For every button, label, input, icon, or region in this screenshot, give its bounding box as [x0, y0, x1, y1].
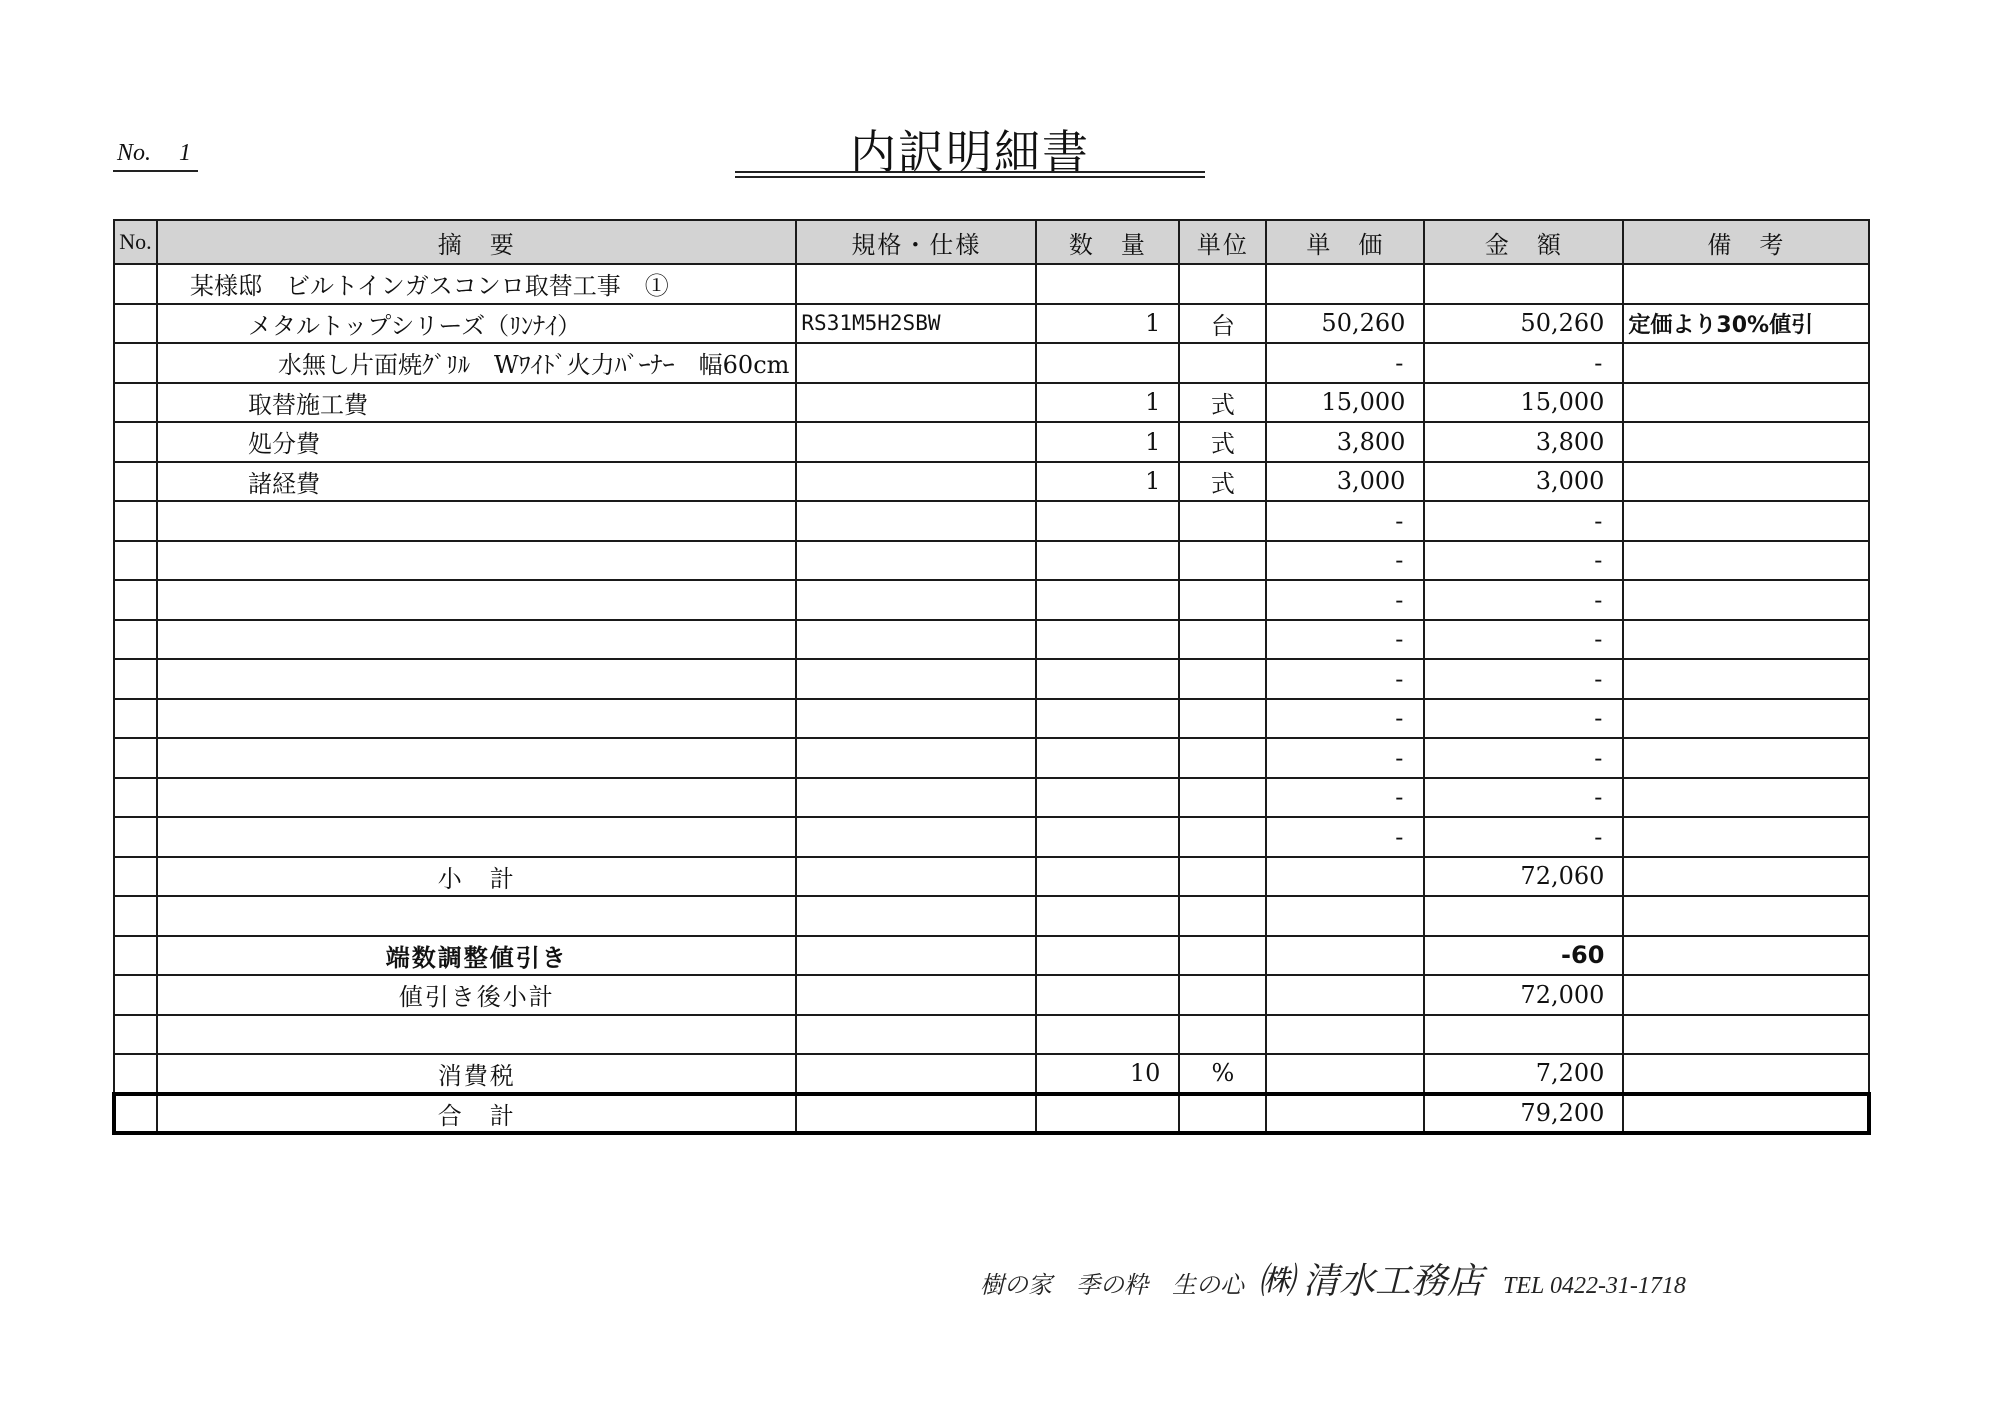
cell-quantity	[1036, 541, 1179, 581]
cell-unit	[1179, 857, 1266, 897]
header-specification: 規格・仕様	[796, 220, 1036, 264]
cell-amount: -	[1424, 541, 1623, 581]
header-unit-price: 単 価	[1266, 220, 1424, 264]
cell-quantity	[1036, 264, 1179, 304]
cell-amount: -	[1424, 501, 1623, 541]
cell-amount: 72,060	[1424, 857, 1623, 897]
cell-no	[114, 422, 157, 462]
cell-description	[157, 699, 796, 739]
cell-unit	[1179, 817, 1266, 857]
cell-unit-price: 50,260	[1266, 304, 1424, 344]
cell-no	[114, 896, 157, 936]
cell-specification	[796, 778, 1036, 818]
cell-quantity: 1	[1036, 462, 1179, 502]
summary-row	[114, 857, 1869, 897]
cell-quantity	[1036, 936, 1179, 976]
document-number-label: No.	[117, 140, 152, 166]
total-row	[114, 1094, 1869, 1134]
cell-no	[114, 462, 157, 502]
cell-description: 値引き後小計	[157, 975, 796, 1015]
cell-amount: 3,800	[1424, 422, 1623, 462]
cell-description: 諸経費	[157, 462, 796, 502]
cell-unit	[1179, 620, 1266, 660]
cell-no	[114, 620, 157, 660]
cell-remarks	[1623, 699, 1869, 739]
table-row	[114, 778, 1869, 818]
cell-remarks	[1623, 580, 1869, 620]
cell-unit-price: -	[1266, 620, 1424, 660]
cell-unit	[1179, 501, 1266, 541]
cell-description: 消費税	[157, 1054, 796, 1094]
cell-unit	[1179, 778, 1266, 818]
cell-description: 某様邸 ビルトインガスコンロ取替工事 ①	[157, 264, 796, 304]
cell-remarks	[1623, 264, 1869, 304]
cell-unit-price	[1266, 936, 1424, 976]
company-phone: TEL 0422-31-1718	[1503, 1273, 1686, 1299]
cell-unit-price	[1266, 857, 1424, 897]
cell-remarks	[1623, 936, 1869, 976]
cell-no	[114, 857, 157, 897]
table-row	[114, 422, 1869, 462]
cell-description: 合 計	[157, 1094, 796, 1134]
cell-unit	[1179, 343, 1266, 383]
itemized-statement-table	[112, 219, 1871, 1135]
cell-description	[157, 1015, 796, 1055]
cell-specification	[796, 1094, 1036, 1134]
cell-amount: -60	[1424, 936, 1623, 976]
cell-remarks	[1623, 422, 1869, 462]
cell-quantity	[1036, 699, 1179, 739]
cell-unit-price	[1266, 896, 1424, 936]
cell-unit: 式	[1179, 462, 1266, 502]
cell-quantity	[1036, 343, 1179, 383]
cell-unit	[1179, 1015, 1266, 1055]
cell-remarks	[1623, 778, 1869, 818]
cell-unit: 式	[1179, 422, 1266, 462]
cell-description: 取替施工費	[157, 383, 796, 423]
table-row	[114, 343, 1869, 383]
cell-no	[114, 264, 157, 304]
cell-specification	[796, 817, 1036, 857]
header-unit: 単位	[1179, 220, 1266, 264]
cell-no	[114, 1015, 157, 1055]
cell-amount: -	[1424, 817, 1623, 857]
cell-no	[114, 1094, 157, 1134]
cell-quantity	[1036, 778, 1179, 818]
cell-unit	[1179, 975, 1266, 1015]
cell-quantity	[1036, 738, 1179, 778]
cell-no	[114, 343, 157, 383]
cell-unit	[1179, 896, 1266, 936]
summary-row	[114, 896, 1869, 936]
cell-amount: -	[1424, 659, 1623, 699]
cell-unit-price	[1266, 1054, 1424, 1094]
cell-description	[157, 778, 796, 818]
cell-specification	[796, 383, 1036, 423]
cell-description: 処分費	[157, 422, 796, 462]
cell-specification: RS31M5H2SBW	[796, 304, 1036, 344]
cell-description	[157, 817, 796, 857]
cell-description	[157, 580, 796, 620]
cell-unit	[1179, 1094, 1266, 1134]
cell-quantity	[1036, 975, 1179, 1015]
cell-unit-price: -	[1266, 738, 1424, 778]
cell-quantity	[1036, 896, 1179, 936]
cell-quantity	[1036, 857, 1179, 897]
cell-remarks	[1623, 1094, 1869, 1134]
cell-unit-price: 3,800	[1266, 422, 1424, 462]
cell-no	[114, 778, 157, 818]
cell-unit-price: -	[1266, 541, 1424, 581]
header-description: 摘 要	[157, 220, 796, 264]
cell-unit-price	[1266, 1094, 1424, 1134]
table-header-row	[114, 220, 1869, 264]
cell-unit	[1179, 264, 1266, 304]
cell-unit-price: -	[1266, 343, 1424, 383]
cell-description: 端数調整値引き	[157, 936, 796, 976]
cell-unit	[1179, 699, 1266, 739]
cell-specification	[796, 896, 1036, 936]
cell-specification	[796, 620, 1036, 660]
header-remarks: 備 考	[1623, 220, 1869, 264]
cell-description	[157, 541, 796, 581]
cell-no	[114, 541, 157, 581]
cell-no	[114, 975, 157, 1015]
cell-remarks	[1623, 896, 1869, 936]
cell-no	[114, 699, 157, 739]
cell-remarks	[1623, 383, 1869, 423]
table-row	[114, 304, 1869, 344]
cell-unit	[1179, 580, 1266, 620]
header-quantity: 数 量	[1036, 220, 1179, 264]
document-number	[113, 138, 198, 172]
cell-specification	[796, 738, 1036, 778]
summary-row	[114, 1054, 1869, 1094]
cell-amount	[1424, 1015, 1623, 1055]
cell-remarks	[1623, 1054, 1869, 1094]
cell-remarks	[1623, 817, 1869, 857]
cell-amount: 3,000	[1424, 462, 1623, 502]
cell-amount: -	[1424, 699, 1623, 739]
cell-specification	[796, 501, 1036, 541]
cell-amount: -	[1424, 778, 1623, 818]
header-amount: 金 額	[1424, 220, 1623, 264]
table-row	[114, 580, 1869, 620]
summary-row	[114, 936, 1869, 976]
cell-unit	[1179, 659, 1266, 699]
company-name: ㈱ 清水工務店	[1258, 1261, 1484, 1301]
cell-amount: 50,260	[1424, 304, 1623, 344]
cell-description	[157, 659, 796, 699]
cell-description: 水無し片面焼ｸﾞﾘﾙ Wﾜｲﾄﾞ火力ﾊﾞｰﾅｰ 幅60cm	[157, 343, 796, 383]
cell-amount: 79,200	[1424, 1094, 1623, 1134]
cell-unit	[1179, 738, 1266, 778]
cell-no	[114, 738, 157, 778]
cell-unit-price: -	[1266, 580, 1424, 620]
company-motto: 樹の家 季の粋 生の心	[980, 1273, 1244, 1299]
table-row	[114, 659, 1869, 699]
summary-row	[114, 975, 1869, 1015]
table-row	[114, 817, 1869, 857]
cell-amount: 72,000	[1424, 975, 1623, 1015]
document-number-value: 1	[179, 140, 191, 166]
cell-remarks	[1623, 659, 1869, 699]
cell-specification	[796, 857, 1036, 897]
cell-unit-price: -	[1266, 659, 1424, 699]
header-no: No.	[114, 220, 157, 264]
cell-specification	[796, 699, 1036, 739]
cell-description	[157, 738, 796, 778]
cell-remarks	[1623, 975, 1869, 1015]
cell-amount: -	[1424, 580, 1623, 620]
cell-specification	[796, 343, 1036, 383]
cell-unit: %	[1179, 1054, 1266, 1094]
cell-unit: 台	[1179, 304, 1266, 344]
table-row	[114, 462, 1869, 502]
table-row	[114, 264, 1869, 304]
cell-quantity	[1036, 1015, 1179, 1055]
cell-remarks	[1623, 462, 1869, 502]
cell-unit	[1179, 936, 1266, 976]
cell-remarks	[1623, 501, 1869, 541]
cell-unit-price: 15,000	[1266, 383, 1424, 423]
table-row	[114, 541, 1869, 581]
cell-specification	[796, 422, 1036, 462]
cell-amount: 15,000	[1424, 383, 1623, 423]
cell-quantity	[1036, 1094, 1179, 1134]
table-row	[114, 738, 1869, 778]
cell-quantity	[1036, 659, 1179, 699]
cell-unit-price: -	[1266, 817, 1424, 857]
cell-no	[114, 1054, 157, 1094]
title-underline	[735, 176, 1205, 178]
cell-description	[157, 896, 796, 936]
cell-unit-price	[1266, 1015, 1424, 1055]
cell-remarks	[1623, 343, 1869, 383]
table-row	[114, 620, 1869, 660]
cell-description: 小 計	[157, 857, 796, 897]
cell-amount: -	[1424, 343, 1623, 383]
cell-specification	[796, 462, 1036, 502]
company-footer	[980, 1253, 1686, 1304]
cell-remarks	[1623, 620, 1869, 660]
cell-unit: 式	[1179, 383, 1266, 423]
cell-amount	[1424, 896, 1623, 936]
cell-quantity: 1	[1036, 422, 1179, 462]
cell-specification	[796, 1054, 1036, 1094]
cell-amount: -	[1424, 738, 1623, 778]
cell-unit-price: -	[1266, 501, 1424, 541]
cell-specification	[796, 541, 1036, 581]
cell-no	[114, 936, 157, 976]
cell-description	[157, 620, 796, 660]
cell-quantity: 1	[1036, 383, 1179, 423]
cell-no	[114, 383, 157, 423]
cell-remarks	[1623, 1015, 1869, 1055]
table-row	[114, 501, 1869, 541]
cell-description	[157, 501, 796, 541]
table-body	[114, 264, 1869, 1133]
cell-description: メタルトップシリーズ（ﾘﾝﾅｲ）	[157, 304, 796, 344]
cell-remarks: 定価より30%値引	[1623, 304, 1869, 344]
cell-quantity	[1036, 580, 1179, 620]
cell-unit-price	[1266, 264, 1424, 304]
cell-unit	[1179, 541, 1266, 581]
cell-unit-price: -	[1266, 699, 1424, 739]
cell-remarks	[1623, 857, 1869, 897]
cell-specification	[796, 580, 1036, 620]
cell-specification	[796, 264, 1036, 304]
cell-no	[114, 659, 157, 699]
cell-quantity	[1036, 501, 1179, 541]
cell-no	[114, 817, 157, 857]
title-underline	[735, 171, 1205, 173]
cell-no	[114, 501, 157, 541]
cell-quantity	[1036, 817, 1179, 857]
cell-unit-price	[1266, 975, 1424, 1015]
table-row	[114, 383, 1869, 423]
document-title: 内訳明細書	[850, 125, 1090, 179]
summary-row	[114, 1015, 1869, 1055]
cell-quantity: 1	[1036, 304, 1179, 344]
cell-quantity	[1036, 620, 1179, 660]
cell-no	[114, 304, 157, 344]
cell-quantity: 10	[1036, 1054, 1179, 1094]
cell-remarks	[1623, 541, 1869, 581]
cell-unit-price: 3,000	[1266, 462, 1424, 502]
cell-no	[114, 580, 157, 620]
cell-specification	[796, 975, 1036, 1015]
cell-amount: 7,200	[1424, 1054, 1623, 1094]
cell-amount: -	[1424, 620, 1623, 660]
table-row	[114, 699, 1869, 739]
cell-specification	[796, 936, 1036, 976]
cell-unit-price: -	[1266, 778, 1424, 818]
cell-remarks	[1623, 738, 1869, 778]
cell-specification	[796, 659, 1036, 699]
cell-specification	[796, 1015, 1036, 1055]
cell-amount	[1424, 264, 1623, 304]
